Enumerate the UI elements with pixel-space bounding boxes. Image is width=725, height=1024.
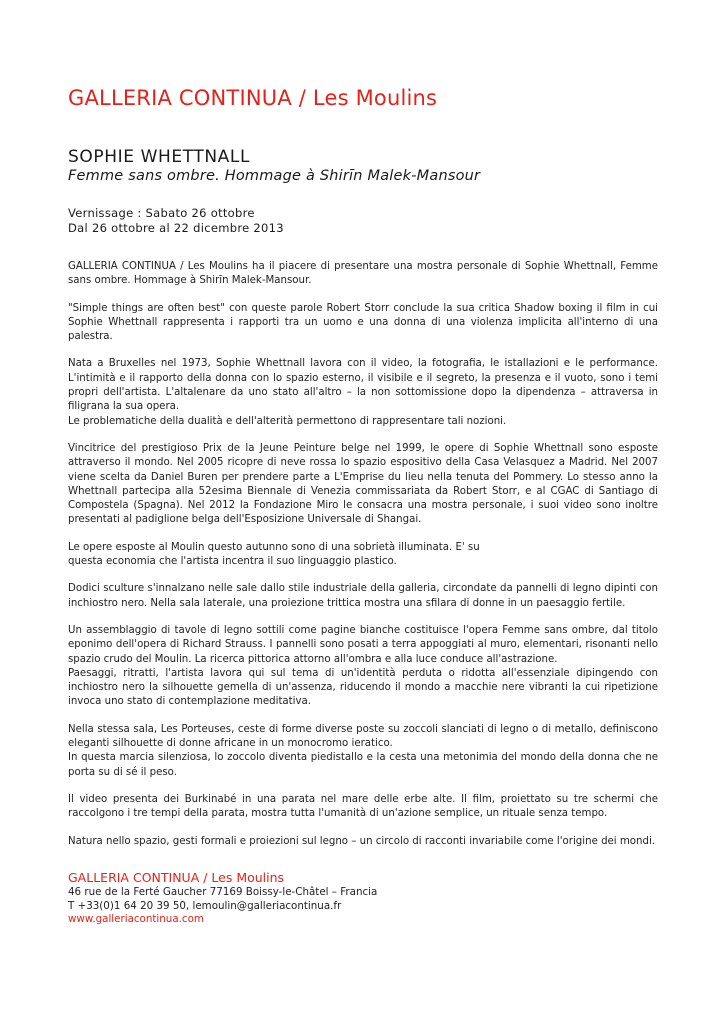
footer-website-link[interactable]: www.galleriacontinua.com <box>68 913 204 925</box>
paragraph: "Simple things are often best" con queste parole Robert Storr conclude la sua critica Shadow boxing il film in cui Sophie Whettnall rappresenta i rapporti tra un uomo e una donna di una violenza implicita all'interno di una palestra. <box>68 302 658 343</box>
paragraph: Le opere esposte al Moulin questo autunno sono di una sobrietà illuminata. E' su <box>68 541 480 553</box>
opening-date: Vernissage : Sabato 26 ottobre <box>68 206 255 220</box>
paragraph: questa economia che l'artista incentra il suo linguaggio plastico. <box>68 556 397 568</box>
paragraph: Paesaggi, ritratti, l'artista lavora qui sul tema di un'identità perduta o ridotta all'essenziale dipingendo con inchiostro nero la silhouette gemella di un'assenza, riducendo il mondo a macchie nere vibranti la cui ripetizione invoca uno stato di contemplazione meditativa. <box>68 667 658 708</box>
footer-contact <box>68 870 377 927</box>
paragraph: Dodici sculture s'innalzano nelle sale dallo stile industriale della galleria, circondate da pannelli di legno dipinti con inchiostro nero. Nella sala laterale, una proiezione trittica mostra una sfilara di donne in un paesaggio fertile. <box>68 583 658 609</box>
exhibition-period: Dal 26 ottobre al 22 dicembre 2013 <box>68 221 284 235</box>
artist-name: SOPHIE WHETTNALL <box>68 147 251 167</box>
press-release-body <box>68 260 658 862</box>
paragraph: In questa marcia silenziosa, lo zoccolo diventa piedistallo e la cesta una metonimia del mondo della donna che ne porta su di sé il peso. <box>68 752 658 778</box>
paragraph: Le problematiche della dualità e dell'alterità permettono di rappresentare tali nozioni. <box>68 415 507 427</box>
exhibition-subtitle: Femme sans ombre. Hommage à Shirīn Malek-Mansour <box>68 168 481 184</box>
footer-gallery-name: GALLERIA CONTINUA / Les Moulins <box>68 870 285 885</box>
paragraph: GALLERIA CONTINUA / Les Moulins ha il piacere di presentare una mostra personale di Sophie Whettnall, Femme sans ombre. Hommage à Shirīn Malek-Mansour. <box>68 261 658 287</box>
footer-phone-email[interactable]: T +33(0)1 64 20 39 50, lemoulin@galleriacontinua.fr <box>68 899 342 912</box>
gallery-title: GALLERIA CONTINUA / Les Moulins <box>68 86 438 110</box>
paragraph: Natura nello spazio, gesti formali e proiezioni sul legno – un circolo di racconti invariabile come l'origine dei mondi. <box>68 835 656 847</box>
footer-address: 46 rue de la Ferté Gaucher 77169 Boissy-le-Châtel – Francia <box>68 886 378 898</box>
paragraph: Un assemblaggio di tavole di legno sottili come pagine bianche costituisce l'opera Femme sans ombre, dal titolo eponimo dell'opera di Richard Strauss. I pannelli sono posati a terra appoggiati al muro, elementari, risonanti nello spazio crudo del Moulin. La ricerca pittorica attorno all'ombra e alla luce conduce all'astrazione. <box>68 624 658 665</box>
paragraph: Nella stessa sala, Les Porteuses, ceste di forme diverse poste su zoccoli slanciati di legno o di metallo, definiscono eleganti silhouette di donne africane in un monocromo ieratico. <box>68 723 658 750</box>
paragraph: Il video presenta dei Burkinabé in una parata nel mare delle erbe alte. Il film, proiettato su tre schermi che raccolgono i tre tempi della parata, mostra tutta l'umanità di un'azione semplice, un rituale senza tempo. <box>68 793 658 820</box>
paragraph: Nata a Bruxelles nel 1973, Sophie Whettnall lavora con il video, la fotografia, le istallazioni e le performance. L'intimità e il rapporto della donna con lo spazio esterno, il visibile e il segreto, la presenza e il vuoto, sono i temi propri dell'artista. L'altalenare da uno stato all'altro – la non sottomissione dopo la dipendenza – attraversa in filigrana la sua opera. <box>68 358 658 413</box>
paragraph: Vincitrice del prestigioso Prix de la Jeune Peinture belge nel 1999, le opere di Sophie Whettnall sono esposte attraverso il mondo. Nel 2005 ricopre di neve rossa lo spazio espositivo della Casa Velasquez a Madrid. Nel 2007 viene scelta da Daniel Buren per prendere parte a L'Emprise du lieu nella tenuta del Pommery. Lo stesso anno la Whettnall partecipa alla 52esima Biennale di Venezia commissariata da Robert Storr, e al CGAC di Santiago di Compostela (Spagna). Nel 2012 la Fondazione Miro le consacra una mostra personale, i suoi video sono inoltre presentati al padiglione belga dell'Esposizione Universale di Shangai. <box>68 442 658 526</box>
exhibition-dates <box>68 206 284 236</box>
